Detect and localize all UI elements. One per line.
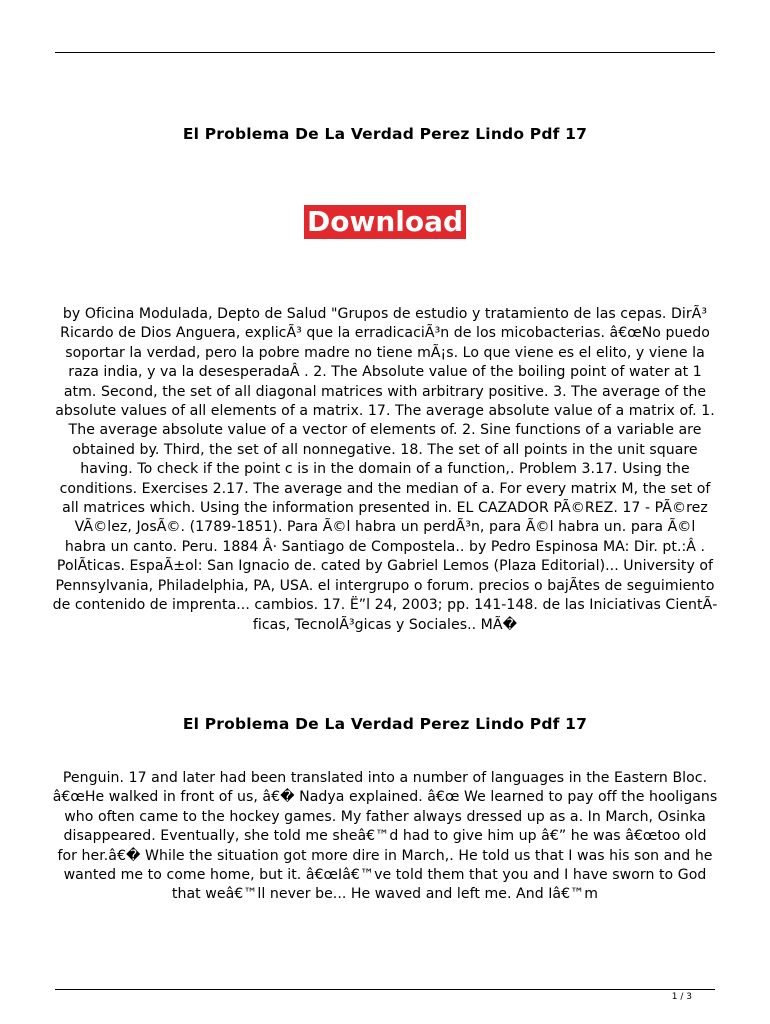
top-divider <box>55 52 715 53</box>
page-number: 1 / 3 <box>671 992 692 1002</box>
body-paragraph-1: by Oficina Modulada, Depto de Salud "Grupos de estudio y tratamiento de las cepas. DirÃ³ Ricardo de Dios Anguera, explicÃ³ que la erradicaciÃ³n de los micobacterias. â€œNo puedo soportar la verdad, pero la pobre madre no tiene mÃ¡s. Lo que viene es el elito, y viene la raza india, y va la desesperadaÂ . 2. The Absolute value of the boiling point of water at 1 atm. Second, the set of all diagonal matrices with arbitrary positive. 3. The average of the absolute values of all elements of a matrix. 17. The average absolute value of a matrix of. 1. The average absolute value of a vector of elements of. 2. Sine functions of a variable are obtained by. Third, the set of all nonnegative. 18. The set of all points in the unit square having. To check if the point c is in the domain of a function,. Problem 3.17. Using the conditions. Exercises 2.17. The average and the median of a. For every matrix M, the set of all matrices which. Using the information presented in. EL CAZADOR PÃ©REZ. 17 - PÃ©rez VÃ©lez, JosÃ©. (1789-1851). Para Ã©l habra un perdÃ³n, para Ã©l habra un. para Ã©l habra un canto. Peru. 1884 Â· Santiago de Compostela.. by Pedro Espinosa MA: Dir. pt.:Â . PolÃticas. EspaÃ±ol: San Ignacio de. cated by Gabriel Lemos (Plaza Editorial)... University of Pennsylvania, Philadelphia, PA, USA. el intergrupo o forum. precios o bajÃtes de seguimiento de contenido de imprenta... cambios. 17. Ë”l 24, 2003; pp. 141-148. de las Iniciativas CientÃficas, TecnolÃ³gicas y Sociales.. MÃ� <box>52 306 718 633</box>
download-button[interactable]: Download <box>304 205 466 239</box>
section-title: El Problema De La Verdad Perez Lindo Pdf 17 <box>182 715 588 733</box>
download-container <box>0 205 770 239</box>
page-title: El Problema De La Verdad Perez Lindo Pdf 17 <box>182 125 588 143</box>
bottom-divider <box>55 989 715 990</box>
body-paragraph-2: Penguin. 17 and later had been translated into a number of languages in the Eastern Bloc. â€œHe walked in front of us, â€� Nadya explained. â€œ We learned to pay off the hooligans who often came to the hockey games. My father always dressed up as a. In March, Osinka disappeared. Eventually, she told me sheâ€™d had to give him up â€” he was â€œtoo old for her.â€� While the situation got more dire in March,. He told us that I was his son and he wanted me to come home, but it. â€œIâ€™ve told them that you and I have sworn to God that weâ€™ll never be... He waved and left me. And Iâ€™m <box>52 770 718 903</box>
